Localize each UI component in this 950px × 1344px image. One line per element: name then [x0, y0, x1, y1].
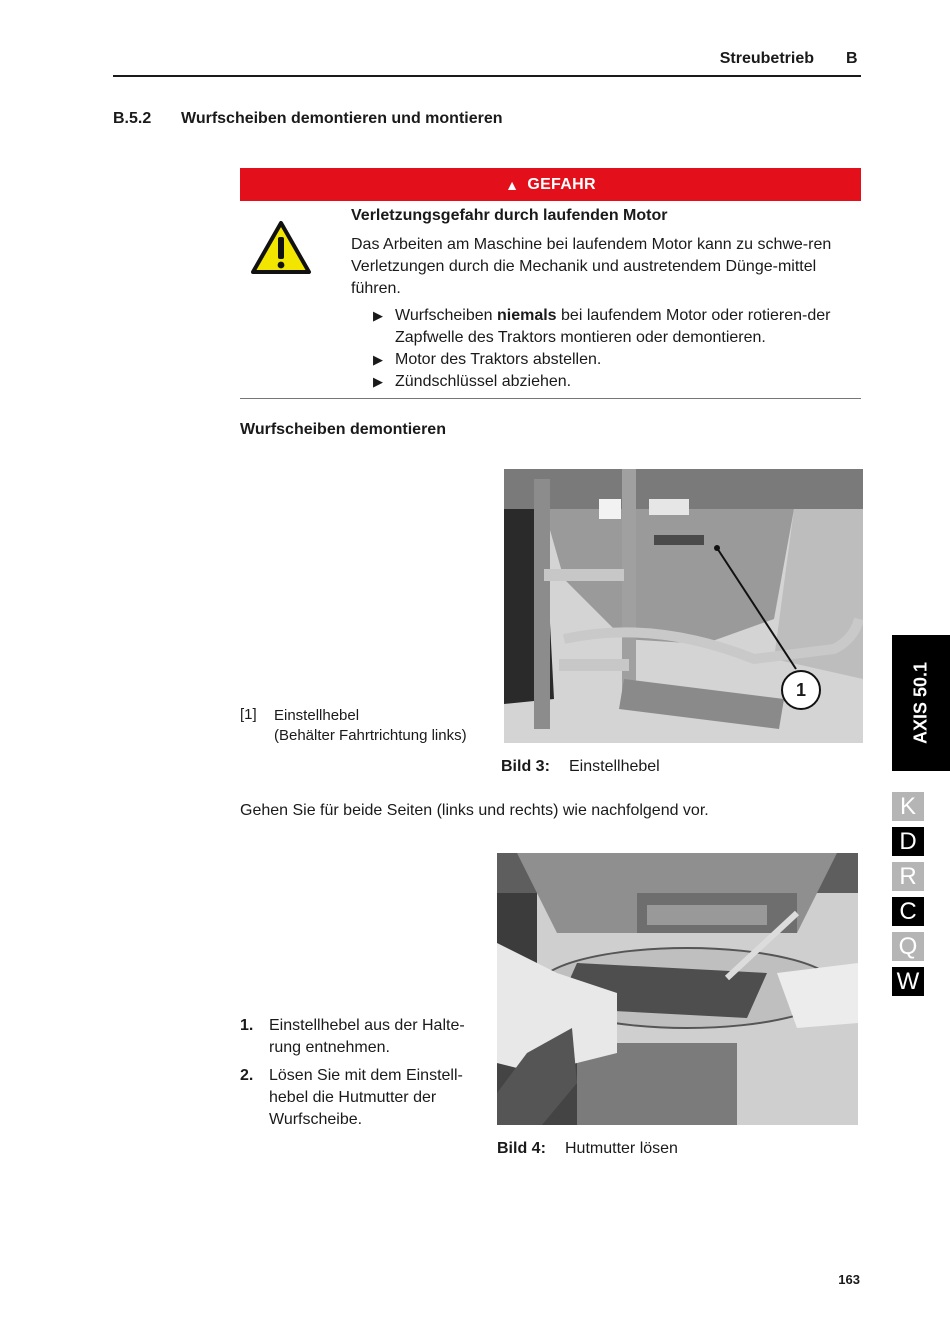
- header-rule: [113, 75, 861, 77]
- bullet-text: Motor des Traktors abstellen.: [395, 351, 602, 368]
- language-tab-k: K: [892, 792, 924, 821]
- language-tab-d: D: [892, 827, 924, 856]
- legend-number: [1]: [240, 706, 257, 723]
- language-tab-w: W: [892, 967, 924, 996]
- bullet-text: Zündschlüssel abziehen.: [395, 373, 572, 390]
- list-item: [373, 371, 863, 393]
- warning-sign-icon: [250, 220, 312, 276]
- danger-bottom-rule: [240, 398, 861, 399]
- arrow-right-icon: ▶: [373, 374, 383, 389]
- running-header-title: Streubetrieb: [719, 50, 814, 67]
- spreader-lever-photo: [504, 469, 863, 743]
- bullet-text: Wurfscheiben niemals bei laufendem Motor oder rotieren-der Zapfwelle des Traktors montieren oder demontieren.: [395, 307, 831, 346]
- section-title: Wurfscheiben demontieren und montieren: [181, 110, 503, 127]
- danger-label: GEFAHR: [527, 175, 596, 193]
- steps-list: [240, 1015, 490, 1137]
- list-item: [373, 349, 863, 371]
- arrow-right-icon: ▶: [373, 308, 383, 323]
- legend-text: [274, 706, 467, 746]
- page-number: 163: [838, 1272, 860, 1287]
- step-number: 1.: [240, 1017, 254, 1034]
- language-tab-q: Q: [892, 932, 924, 961]
- list-item: [240, 1065, 490, 1131]
- figure-callout-1: 1: [795, 680, 806, 700]
- list-item: [373, 305, 863, 349]
- figure-2-caption-label: Bild 4:: [497, 1140, 546, 1157]
- legend-line-1: Einstellhebel: [274, 707, 360, 724]
- danger-bullet-list: [373, 305, 863, 393]
- product-side-tab: [892, 635, 950, 771]
- subsection-title: Wurfscheiben demontieren: [240, 421, 446, 438]
- spinner-disc-photo: [497, 853, 858, 1125]
- running-header-chapter: B: [846, 50, 858, 67]
- legend-line-2: (Behälter Fahrtrichtung links): [274, 727, 467, 744]
- section-number: B.5.2: [113, 110, 152, 127]
- danger-banner: [240, 168, 861, 201]
- figure-2-caption-text: Hutmutter lösen: [565, 1140, 678, 1157]
- product-name: AXIS 50.1: [910, 661, 931, 745]
- figure-1-caption-label: Bild 3:: [501, 758, 550, 775]
- danger-body: [351, 234, 861, 300]
- step-text: Einstellhebel aus der Halte-rung entnehmen.: [269, 1017, 465, 1056]
- list-item: [240, 1015, 490, 1059]
- intro-paragraph: Gehen Sie für beide Seiten (links und rechts) wie nachfolgend vor.: [240, 802, 709, 819]
- step-number: 2.: [240, 1067, 254, 1084]
- language-tab-c: C: [892, 897, 924, 926]
- danger-heading: Verletzungsgefahr durch laufenden Motor: [351, 207, 668, 224]
- warning-triangle-icon: ▲: [505, 176, 520, 193]
- arrow-right-icon: ▶: [373, 352, 383, 367]
- step-text: Lösen Sie mit dem Einstell-hebel die Hutmutter der Wurfscheibe.: [269, 1067, 463, 1128]
- figure-1-caption-text: Einstellhebel: [569, 758, 660, 775]
- language-tab-r: R: [892, 862, 924, 891]
- danger-body-text: Das Arbeiten am Maschine bei laufendem Motor kann zu schwe-ren Verletzungen durch die Mechanik und austretendem Dünge-mittel führen.: [351, 236, 832, 297]
